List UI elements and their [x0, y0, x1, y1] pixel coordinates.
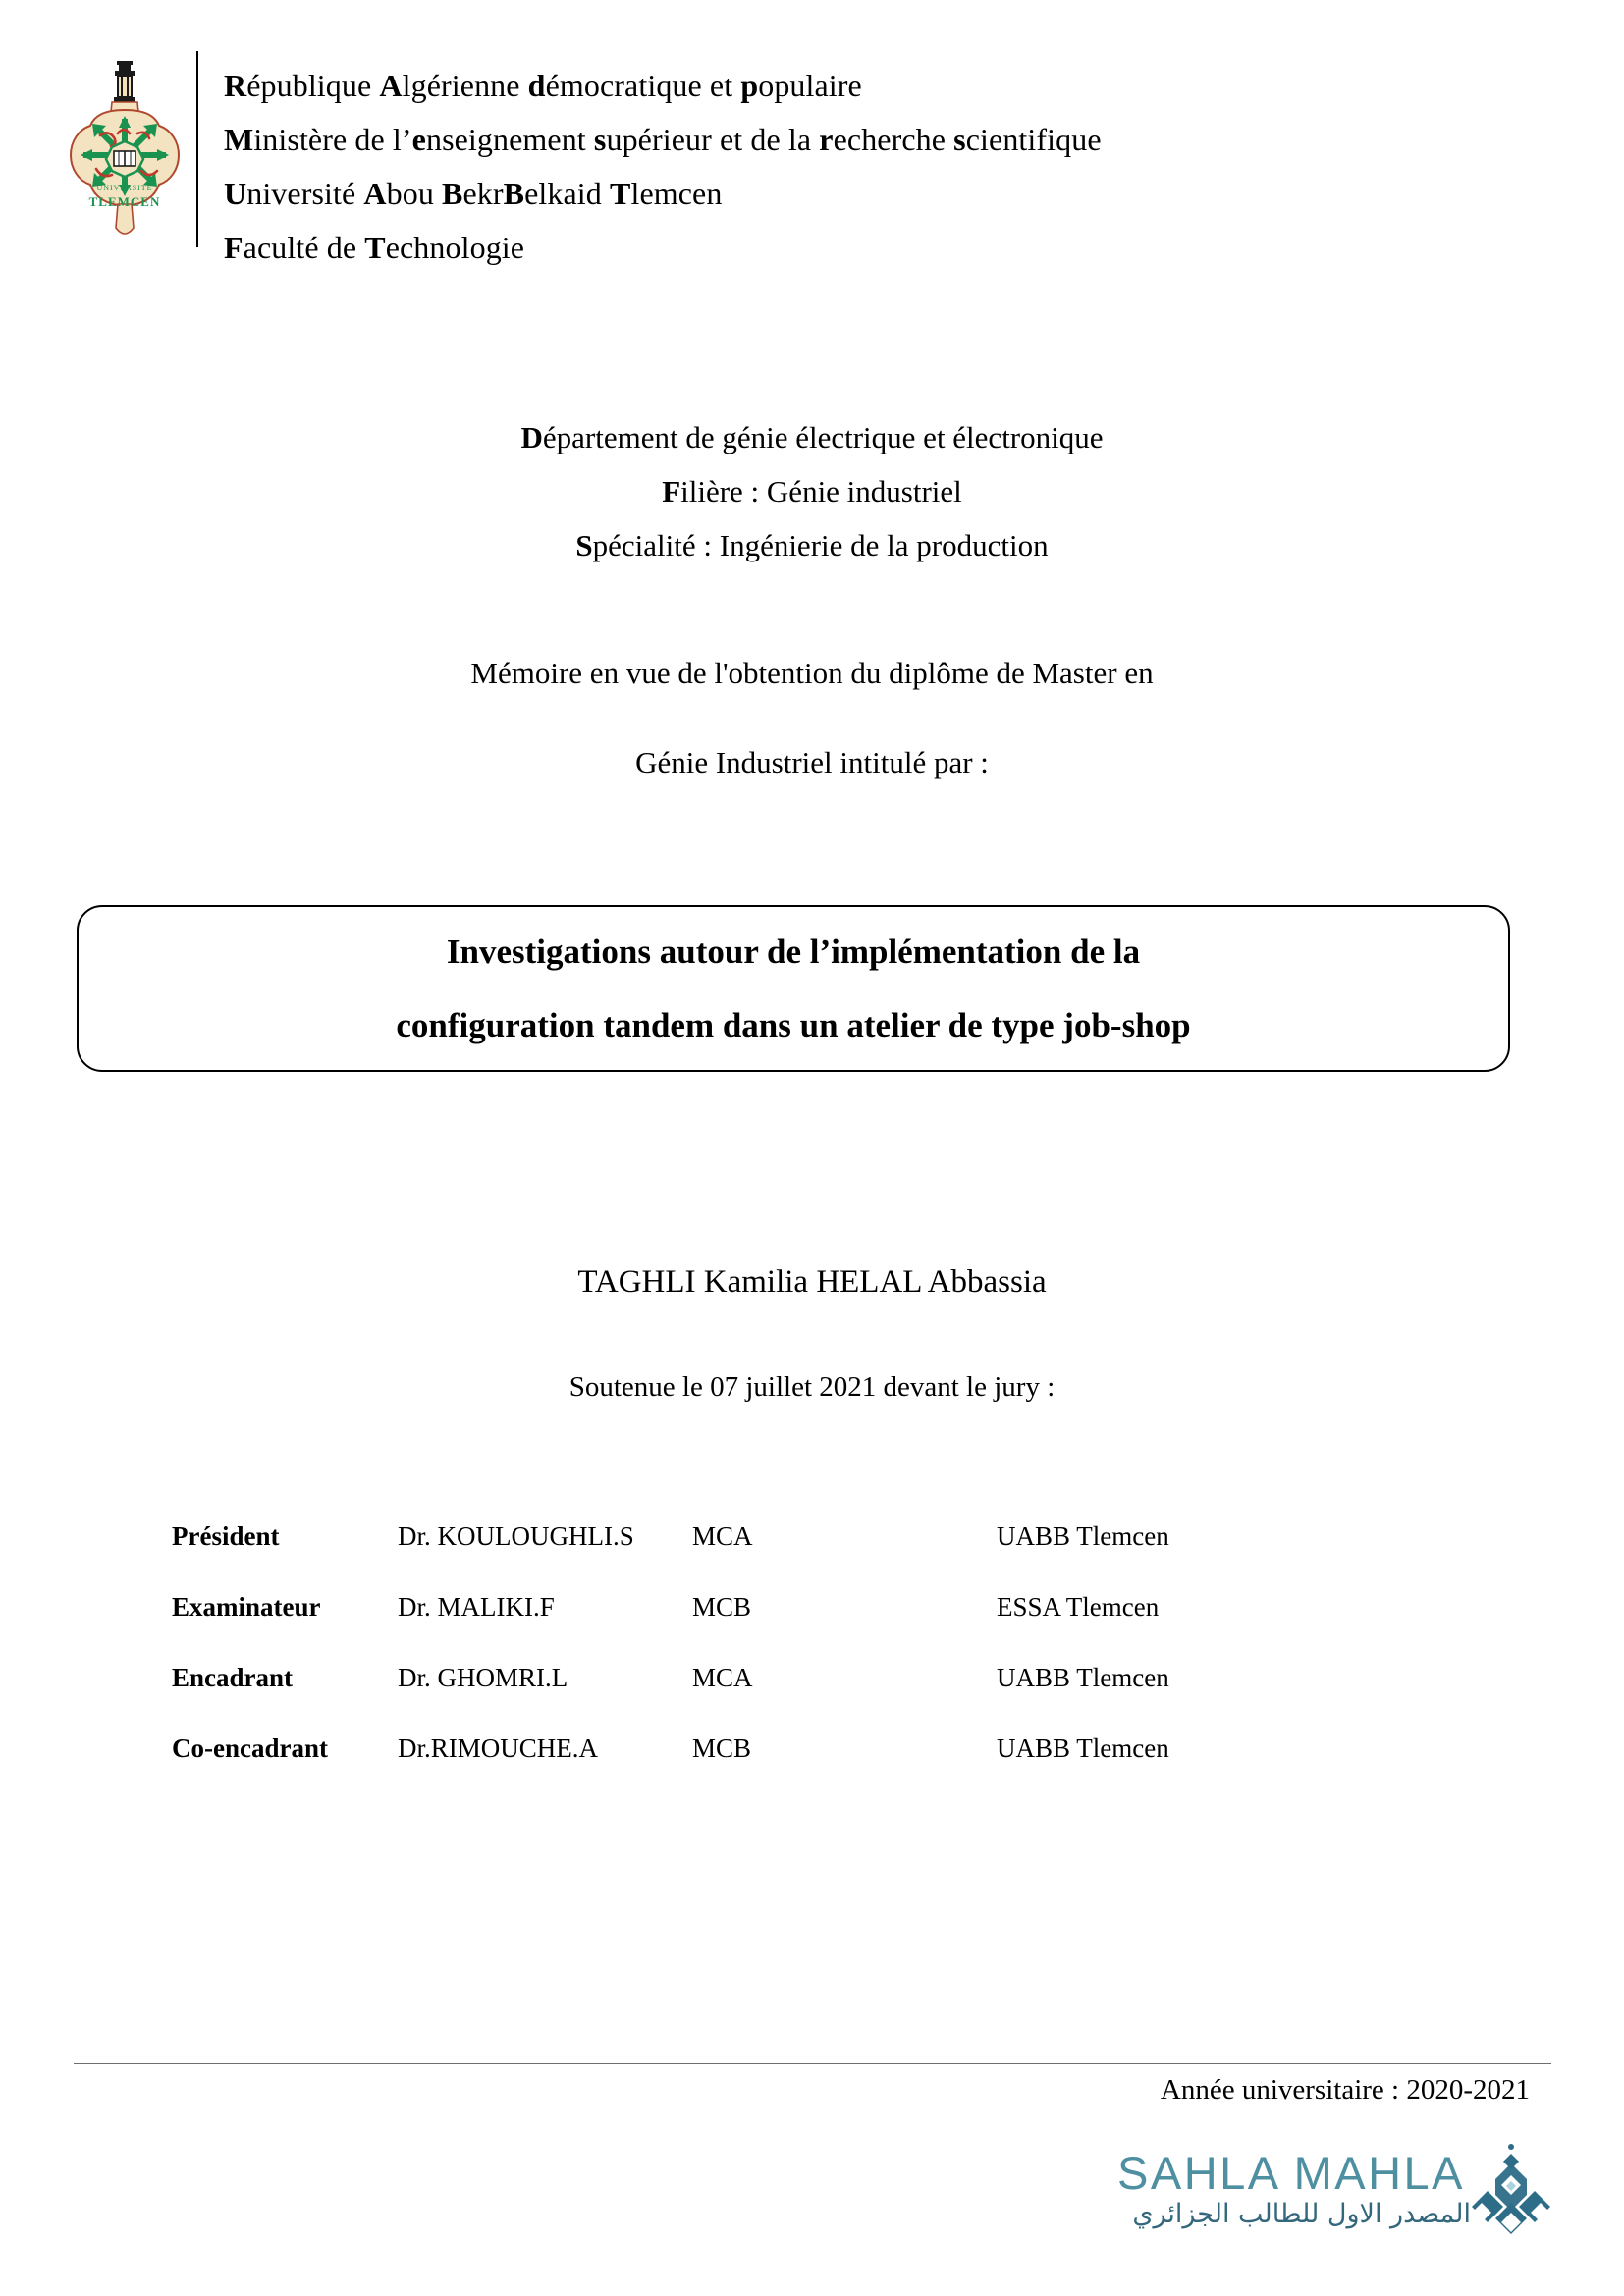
jury-role: Co-encadrant: [172, 1734, 328, 1763]
memoire-line-1: Mémoire en vue de l'obtention du diplôme de Master en: [470, 656, 1154, 690]
filiere-line: Filière : Génie industriel: [662, 474, 962, 509]
document-header: [61, 51, 1563, 275]
header-text-lines: [224, 51, 1563, 275]
authors-line: TAGHLI Kamilia HELAL Abbassia: [577, 1264, 1047, 1300]
header-line-universite: Université Abou BekrBelkaid Tlemcen: [224, 176, 723, 212]
jury-role: Examinateur: [172, 1592, 321, 1622]
jury-grade: MCA: [692, 1663, 753, 1692]
table-row: [172, 1522, 1458, 1592]
sahla-mahla-emblem-icon: [1466, 2142, 1556, 2245]
jury-table: [172, 1522, 1458, 1804]
jury-grade: MCA: [692, 1522, 753, 1551]
jury-institution: UABB Tlemcen: [997, 1663, 1169, 1692]
jury-name: Dr. MALIKI.F: [398, 1592, 555, 1622]
table-row: [172, 1592, 1458, 1663]
jury-institution: UABB Tlemcen: [997, 1522, 1169, 1551]
header-line-ministere: Ministère de l’enseignement supérieur et de la recherche scientifique: [224, 122, 1102, 158]
defense-date-line: Soutenue le 07 juillet 2021 devant le jury :: [568, 1371, 1056, 1403]
thesis-title-line-1: Investigations autour de l’implémentation de la: [446, 933, 1141, 971]
header-line-faculte: Faculté de Technologie: [224, 230, 525, 266]
department-block: [0, 410, 1624, 573]
footer-divider: [74, 2063, 1551, 2064]
sahla-mahla-wordmark: SAHLA MAHLA: [1117, 2147, 1466, 2199]
jury-role: Encadrant: [172, 1663, 294, 1692]
sahla-mahla-logo: [1117, 2142, 1549, 2265]
jury-name: Dr. KOULOUGHLI.S: [398, 1522, 634, 1551]
memoire-block: [0, 658, 1624, 777]
table-row: [172, 1734, 1458, 1804]
header-line-republique: République Algérienne démocratique et populaire: [224, 68, 862, 103]
thesis-title-line-2: configuration tandem dans un atelier de type job-shop: [396, 1006, 1191, 1044]
university-tlemcen-emblem: [61, 51, 189, 247]
specialite-line: Spécialité : Ingénierie de la production: [575, 528, 1049, 563]
jury-role: Président: [172, 1522, 280, 1551]
emblem-tlemcen-text: TLEMCEN: [88, 194, 161, 209]
emblem-universite-text: UNIVERSITE: [96, 184, 153, 192]
jury-grade: MCB: [692, 1592, 752, 1622]
jury-institution: UABB Tlemcen: [997, 1734, 1169, 1763]
sahla-mahla-arabic-tagline: المصدر الاول للطالب الجزائري: [1132, 2199, 1471, 2229]
memoire-line-2: Génie Industriel intitulé par :: [635, 745, 989, 779]
jury-name: Dr.RIMOUCHE.A: [398, 1734, 599, 1763]
department-line: Département de génie électrique et électronique: [520, 420, 1104, 454]
thesis-title-box: [77, 905, 1510, 1072]
header-vertical-divider: [196, 51, 198, 247]
jury-name: Dr. GHOMRI.L: [398, 1663, 568, 1692]
jury-institution: ESSA Tlemcen: [997, 1592, 1160, 1622]
table-row: [172, 1663, 1458, 1734]
jury-grade: MCB: [692, 1734, 752, 1763]
academic-year: Année universitaire : 2020-2021: [1160, 2074, 1530, 2106]
